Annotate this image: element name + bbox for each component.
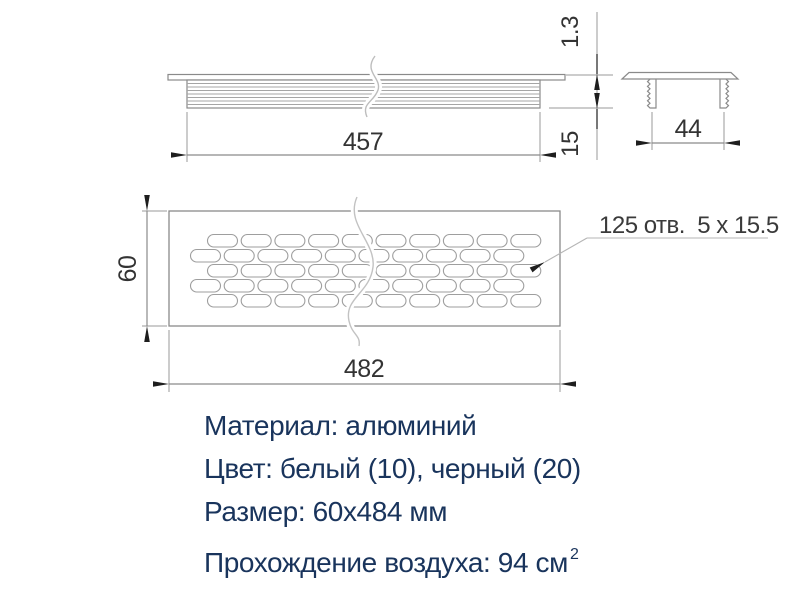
dim-label-482: 482 [343, 355, 385, 383]
vent-slot [477, 265, 507, 278]
vent-slot [393, 280, 423, 293]
vent-slot [426, 250, 456, 263]
vent-slot [376, 235, 406, 248]
vent-slot [511, 295, 541, 308]
dim-label-1-3: 1.3 [557, 16, 584, 48]
product-specs [204, 404, 581, 576]
vent-slot [275, 235, 305, 248]
profile-flange [168, 75, 565, 81]
vent-slot [258, 280, 288, 293]
vent-slot [224, 250, 254, 263]
vent-slot [460, 250, 490, 263]
vent-slot [494, 250, 524, 263]
holes-callout-label: 125 отв. 5 x 15.5 [599, 212, 779, 239]
profile-fin-lines [187, 84, 540, 105]
vent-slot [292, 280, 322, 293]
vent-slot [477, 235, 507, 248]
vent-slot [410, 235, 440, 248]
vent-slot [191, 250, 221, 263]
vent-slot [410, 265, 440, 278]
vent-slot [511, 235, 541, 248]
vent-slot [191, 280, 221, 293]
vent-slot [325, 280, 355, 293]
section-leg-right [720, 79, 729, 108]
dimension-44 [652, 112, 724, 150]
spec-color: Цвет: белый (10), черный (20) [204, 453, 581, 484]
profile-side-view [168, 56, 565, 117]
cross-section-view [622, 73, 738, 109]
dimension-457 [187, 112, 540, 162]
vent-slot [443, 265, 473, 278]
vent-slot [241, 265, 271, 278]
vent-slot [309, 295, 339, 308]
vent-slot [325, 250, 355, 263]
vent-slot [224, 280, 254, 293]
vent-slot [258, 250, 288, 263]
grille-top-view [169, 197, 560, 346]
dim-label-60: 60 [114, 255, 142, 283]
dim-label-44: 44 [674, 115, 702, 143]
vent-slot [410, 295, 440, 308]
dim-label-15: 15 [557, 131, 584, 157]
spec-size: Размер: 60x484 мм [204, 496, 448, 527]
vent-slot [208, 235, 238, 248]
vent-slot [309, 265, 339, 278]
dim-label-457: 457 [342, 128, 384, 156]
vent-slot [477, 295, 507, 308]
section-flange [622, 73, 738, 80]
vent-slot [241, 295, 271, 308]
spec-airflow-text: Прохождение воздуха: 94 см [204, 547, 568, 578]
spec-material: Материал: алюминий [204, 410, 477, 441]
vent-slot [511, 265, 541, 278]
vent-slot [275, 295, 305, 308]
dimension-60 [114, 211, 167, 326]
vent-slot [426, 280, 456, 293]
spec-airflow [204, 533, 581, 576]
vent-slot [393, 250, 423, 263]
dimension-482 [169, 330, 560, 392]
vent-slot [208, 265, 238, 278]
section-leg-left [648, 79, 657, 108]
vent-slot [241, 235, 271, 248]
vent-slot [376, 295, 406, 308]
vent-slot [376, 265, 406, 278]
dimension-thickness-height [549, 12, 613, 160]
holes-callout [545, 212, 779, 262]
vent-slot [275, 265, 305, 278]
vent-slot [494, 280, 524, 293]
vent-slot [443, 295, 473, 308]
vent-slot [208, 295, 238, 308]
vent-slot [292, 250, 322, 263]
vent-slot [443, 235, 473, 248]
vent-slot [460, 280, 490, 293]
vent-slot [309, 235, 339, 248]
spec-airflow-superscript: 2 [569, 546, 579, 563]
